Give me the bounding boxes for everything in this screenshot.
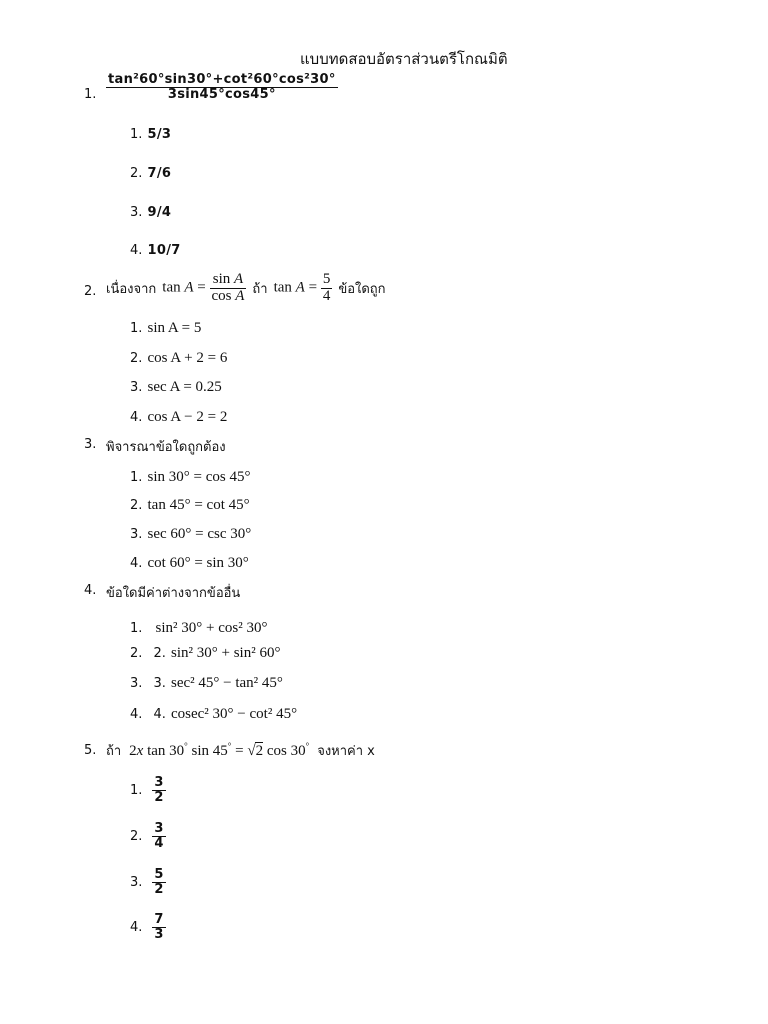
choice-fraction: $\frac{3}{2}$ xyxy=(154,775,164,805)
choice-fraction: $\frac{3}{4}$ xyxy=(154,821,164,851)
q2-choice xyxy=(130,317,201,337)
choice-fraction: $\frac{7}{3}$ xyxy=(154,912,164,942)
q5-choice xyxy=(130,822,166,850)
q5-prefix: ถ้า xyxy=(106,744,122,759)
q1-choice xyxy=(130,162,171,181)
q3-choice xyxy=(130,552,249,572)
choice-number: 3. xyxy=(130,527,143,542)
q4-choice xyxy=(130,642,280,662)
choice-subnumber: 3. xyxy=(153,676,166,691)
q2-stem xyxy=(106,272,386,305)
q2-choice xyxy=(130,376,222,396)
choice-text: sec² 45° − tan² 45° xyxy=(171,675,283,691)
choice-text: sec 60° = csc 30° xyxy=(147,526,252,542)
q3-choice xyxy=(130,494,250,514)
choice-number: 4. xyxy=(130,556,143,571)
q5-stem xyxy=(106,740,375,761)
q4-choice xyxy=(130,703,297,723)
choice-number: 2. xyxy=(130,166,143,181)
choice-number: 3. xyxy=(130,676,143,691)
choice-text: cosec² 30° − cot² 45° xyxy=(171,706,298,722)
q1-choice xyxy=(130,239,181,258)
q4-choice xyxy=(130,617,267,637)
choice-text: sin A = 5 xyxy=(147,320,202,336)
choice-subnumber: 4. xyxy=(153,707,166,722)
q4-text: ข้อใดมีค่าต่างจากข้ออื่น xyxy=(106,586,241,601)
choice-text: tan 45° = cot 45° xyxy=(147,497,250,513)
choice-text: 9/4 xyxy=(147,205,172,220)
choice-number: 2. xyxy=(130,646,143,661)
q3-text: พิจารณาข้อใดถูกต้อง xyxy=(106,440,226,455)
choice-number: 4. xyxy=(130,243,143,258)
q1-choice xyxy=(130,123,171,142)
q1-fraction xyxy=(106,73,338,101)
q5-number: 5. xyxy=(84,743,97,758)
choice-text: sin 30° = cos 45° xyxy=(147,469,251,485)
choice-number: 2. xyxy=(130,828,143,844)
choice-number: 4. xyxy=(130,707,143,722)
q2-given-fraction: $\frac{5}{4}$ xyxy=(322,271,331,304)
q5-choice xyxy=(130,913,166,941)
q2-number: 2. xyxy=(84,284,97,299)
q1-expression xyxy=(106,73,338,101)
page-title: แบบทดสอบอัตราส่วนตรีโกณมิติ xyxy=(300,50,508,68)
q3-number: 3. xyxy=(84,437,97,452)
choice-text: 10/7 xyxy=(147,243,181,258)
q4-number: 4. xyxy=(84,583,97,598)
choice-number: 1. xyxy=(130,470,143,485)
choice-number: 1. xyxy=(130,321,143,336)
choice-number: 3. xyxy=(130,874,143,890)
q3-choice xyxy=(130,466,250,486)
q2-choice xyxy=(130,347,227,367)
choice-number: 3. xyxy=(130,205,143,220)
choice-number: 2. xyxy=(130,498,143,513)
choice-number: 1. xyxy=(130,621,143,636)
q5-choice xyxy=(130,776,166,804)
q2-prefix: เนื่องจาก xyxy=(106,281,157,297)
q3-choice xyxy=(130,523,251,543)
choice-text: cos A + 2 = 6 xyxy=(147,350,228,366)
q1-denominator: 3sin45°cos45° xyxy=(167,86,276,102)
q5-suffix: จงหาค่า x xyxy=(317,744,375,759)
choice-number: 1. xyxy=(130,782,143,798)
q2-identity: tan A = $\frac{\text{sin A}}{\text{cos A}}$ xyxy=(162,271,245,304)
choice-text: cos A − 2 = 2 xyxy=(147,409,228,425)
choice-text: sin² 30° + sin² 60° xyxy=(171,645,281,661)
q5-equation: 2x tan 30° sin 45° = √2 cos 30° xyxy=(129,740,310,759)
choice-text: sin² 30° + cos² 30° xyxy=(155,620,268,636)
q4-choice xyxy=(130,672,283,692)
choice-text: cot 60° = sin 30° xyxy=(147,555,249,571)
choice-number: 2. xyxy=(130,351,143,366)
q2-choice xyxy=(130,406,227,426)
q2-suffix: ข้อใดถูก xyxy=(338,281,386,297)
q1-choice xyxy=(130,201,171,220)
choice-fraction: $\frac{5}{2}$ xyxy=(154,867,164,897)
choice-number: 4. xyxy=(130,410,143,425)
q1-number: 1. xyxy=(84,87,97,102)
choice-number: 4. xyxy=(130,919,143,935)
q2-middle: ถ้า xyxy=(252,281,268,297)
choice-text: 5/3 xyxy=(147,127,172,142)
q2-identity-fraction: $\frac{\text{sin A}}{\text{cos A}}$ xyxy=(211,271,245,304)
choice-subnumber: 2. xyxy=(153,646,166,661)
q5-choice xyxy=(130,868,166,896)
choice-number: 1. xyxy=(130,127,143,142)
choice-number: 3. xyxy=(130,380,143,395)
q2-given: tan A = $\frac{5}{4}$ xyxy=(273,271,331,304)
q1-numerator: tan²60°sin30°+cot²60°cos²30° xyxy=(108,72,336,87)
choice-text: 7/6 xyxy=(147,166,172,181)
choice-text: sec A = 0.25 xyxy=(147,379,222,395)
